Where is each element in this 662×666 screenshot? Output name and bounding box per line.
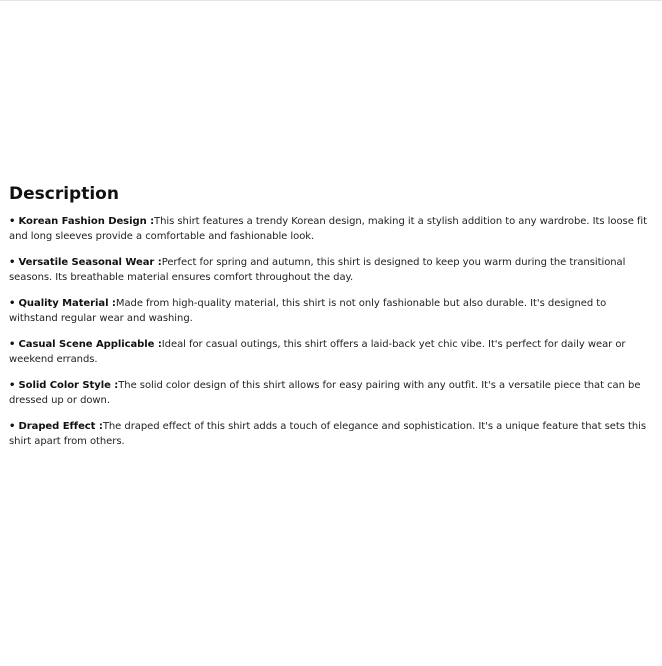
feature-bullet: • — [9, 298, 16, 309]
feature-name: Quality Material : — [18, 298, 116, 309]
feature-text: Ideal for casual outings, this shirt offers a laid-back yet chic vibe. It's perfect for daily wear or weekend errands. — [9, 339, 626, 365]
feature-item-quality-material — [9, 297, 655, 326]
feature-name: Korean Fashion Design : — [18, 216, 155, 227]
feature-text: The solid color design of this shirt allows for easy pairing with any outfit. It's a versatile piece that can be dressed up or down. — [9, 380, 641, 406]
feature-text: The draped effect of this shirt adds a touch of elegance and sophistication. It's a unique feature that sets this shirt apart from others. — [9, 421, 647, 447]
description-section — [9, 183, 655, 461]
feature-name: Casual Scene Applicable : — [18, 339, 162, 350]
feature-name: Draped Effect : — [18, 421, 103, 432]
feature-bullet: • — [9, 380, 16, 391]
description-heading: Description — [9, 184, 119, 204]
feature-bullet: • — [9, 257, 16, 268]
feature-item-casual-scene-applicable — [9, 338, 655, 367]
feature-item-korean-fashion-design — [9, 215, 655, 244]
feature-bullet: • — [9, 339, 16, 350]
feature-item-solid-color-style — [9, 379, 655, 408]
feature-name: Versatile Seasonal Wear : — [18, 257, 162, 268]
feature-bullet: • — [9, 216, 16, 227]
features-list — [9, 215, 655, 449]
feature-text: Made from high-quality material, this shirt is not only fashionable but also durable. It's designed to withstand regular wear and washing. — [9, 298, 607, 324]
feature-bullet: • — [9, 421, 16, 432]
feature-item-draped-effect — [9, 420, 655, 449]
feature-item-versatile-seasonal-wear — [9, 256, 655, 285]
feature-text: Perfect for spring and autumn, this shirt is designed to keep you warm during the transitional seasons. Its breathable material ensures comfort throughout the day. — [9, 257, 626, 283]
feature-name: Solid Color Style : — [18, 380, 119, 391]
top-divider — [0, 0, 662, 1]
feature-text: This shirt features a trendy Korean design, making it a stylish addition to any wardrobe. Its loose fit and long sleeves provide a comfortable and fashionable look. — [9, 216, 648, 242]
